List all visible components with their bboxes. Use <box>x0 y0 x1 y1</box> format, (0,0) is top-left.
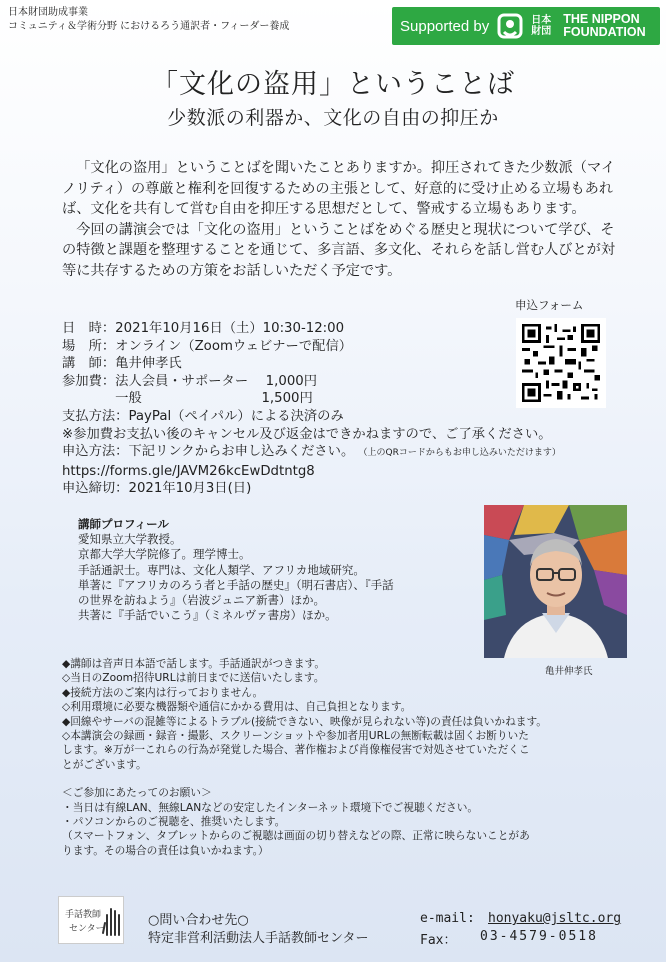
profile-line: 京都大学大学院修了。理学博士。 <box>78 547 251 562</box>
org-line-1: 日本財団助成事業 <box>8 7 88 18</box>
apply-method-text: 申込方法：下記リンクからお申し込みください。 <box>62 444 355 460</box>
note-line: ◆講師は音声日本語で話します。手話通訳がつきます。 <box>62 657 326 670</box>
sponsor-en-name <box>563 13 645 39</box>
logo-text-line-1: 手話教師 <box>65 910 102 920</box>
event-venue: 場 所：オンライン（Zoomウェビナーで配信） <box>62 338 353 354</box>
contact-heading: ○問い合わせ先○ <box>148 913 249 928</box>
note-line: ◇利用環境に必要な機器類や通信にかかる費用は、自己負担となります。 <box>62 700 412 714</box>
organizer-info <box>8 6 289 34</box>
request-line: ・パソコンからのご視聴を、推奨いたします。 <box>62 815 286 829</box>
profile-line: の世界を訪ねよう』（岩波ジュニア新書）ほか。 <box>78 593 326 608</box>
lecturer-profile <box>78 517 458 623</box>
page-title: 「文化の盗用」ということば <box>151 69 515 100</box>
payment-method: 支払方法：PayPal（ペイパル）による決済のみ <box>62 408 344 424</box>
sponsor-en-line-2: FOUNDATION <box>563 25 646 39</box>
note-line: ◆接続方法のご案内は行っておりません。 <box>62 685 264 699</box>
profile-line: 愛知県立大学教授。 <box>78 532 182 547</box>
notes-section <box>62 657 622 858</box>
note-line: ◇本講演会の録画・録音・撮影、スクリーンショットや参加者用URLの無断転載は固くお断りいた <box>62 729 529 743</box>
event-details <box>62 320 662 498</box>
note-line: とがございます。 <box>62 757 147 771</box>
photo-caption: 亀井伸孝氏 <box>545 666 593 677</box>
lecturer-photo <box>484 505 627 658</box>
nippon-foundation-logo-icon <box>495 12 525 40</box>
intro-text <box>62 158 622 281</box>
contact-organization: 特定非営利活動法人手話教師センター <box>148 931 369 946</box>
profile-heading: 講師プロフィール <box>78 517 169 531</box>
email-link[interactable]: honyaku@jsltc.org <box>488 911 622 926</box>
page-subtitle: 少数派の利器か、文化の自由の抑圧か <box>167 107 499 129</box>
request-line: ります。その場合の責任は負いかねます。） <box>62 843 269 857</box>
fax-label: Fax： <box>420 933 457 948</box>
apply-method <box>62 443 662 463</box>
event-fee-members: 参加費：法人会員・サポーター 1,000円 <box>62 373 318 389</box>
request-line: （スマートフォン、タブレットからのご視聴は画面の切り替えなどの際、正常に映らないことがあ <box>62 829 530 843</box>
profile-line: 手話通訳士。専門は、文化人類学、アフリカ地域研究。 <box>78 562 365 577</box>
logo-text-line-2: センター <box>69 924 105 934</box>
sponsor-en-line-1: THE NIPPON <box>563 12 640 26</box>
apply-deadline: 申込締切：2021年10月3日(日) <box>62 481 252 497</box>
note-line: ◇当日のZoom招待URLは前日までに送信いたします。 <box>62 671 325 685</box>
sign-language-center-logo-icon <box>58 896 124 944</box>
note-line: ◆回線やサーバの混雑等によるトラブル(接続できない、映像が見られない等)の責任は負いかねます。 <box>62 714 547 728</box>
cancel-note: ※参加費お支払い後のキャンセル及び返金はできかねますので、ご了承ください。 <box>62 426 552 442</box>
apply-url-link[interactable]: https://forms.gle/JAVM26kcEwDdtntg8 <box>62 463 315 479</box>
sponsor-prefix: Supported by <box>400 17 490 35</box>
event-lecturer: 講 師：亀井伸孝氏 <box>62 356 182 372</box>
sponsor-banner <box>392 7 660 45</box>
event-fee-general: 一般 1,500円 <box>62 391 313 407</box>
event-date: 日 時：2021年10月16日（土）10:30-12:00 <box>62 321 345 336</box>
sponsor-jp-name: 日本財団 <box>531 15 552 37</box>
fax-number: 03-4579-0518 <box>480 929 598 944</box>
note-line: します。※万が一これらの行為が発覚した場合、著作権および肖像権侵害で対処させていただくこ <box>62 743 530 757</box>
notes-spacer <box>62 772 622 786</box>
apply-qr-note: （上のQRコードからもお申し込みいただけます） <box>358 448 561 459</box>
intro-paragraph-1: 「文化の盗用」ということばを聞いたことありますか。抑圧されてきた少数派（マイノリティ）の尊厳と権利を回復するための主張として、好意的に受け止める立場もあれば、文化を共有して営む自由を抑圧する思想だとして、警戒する立場もあります。 <box>62 160 616 217</box>
request-line: ＜ご参加にあたってのお願い＞ <box>62 786 212 800</box>
email-label: e-mail: <box>420 911 475 926</box>
profile-line: 共著に『手話でいこう』（ミネルヴァ書房）ほか。 <box>78 608 337 623</box>
profile-line: 単著に『アフリカのろう者と手話の歴史』（明石書店）、『手話 <box>78 577 394 592</box>
form-label: 申込フォーム <box>515 298 584 312</box>
request-line: ・当日は有線LAN、無線LANなどの安定したインターネット環境下でご視聴ください。 <box>62 800 479 814</box>
intro-paragraph-2: 今回の講演会では「文化の盗用」ということばをめぐる歴史と現状について学び、その特徴と課題を整理することを通じて、多言語、多文化、それらを話し営む人びとが対等に共存するための方策をお話しいただく予定です。 <box>62 221 616 279</box>
org-line-2: コミュニティ＆学術分野 におけるろう通訳者・フィーダー養成 <box>8 21 290 32</box>
